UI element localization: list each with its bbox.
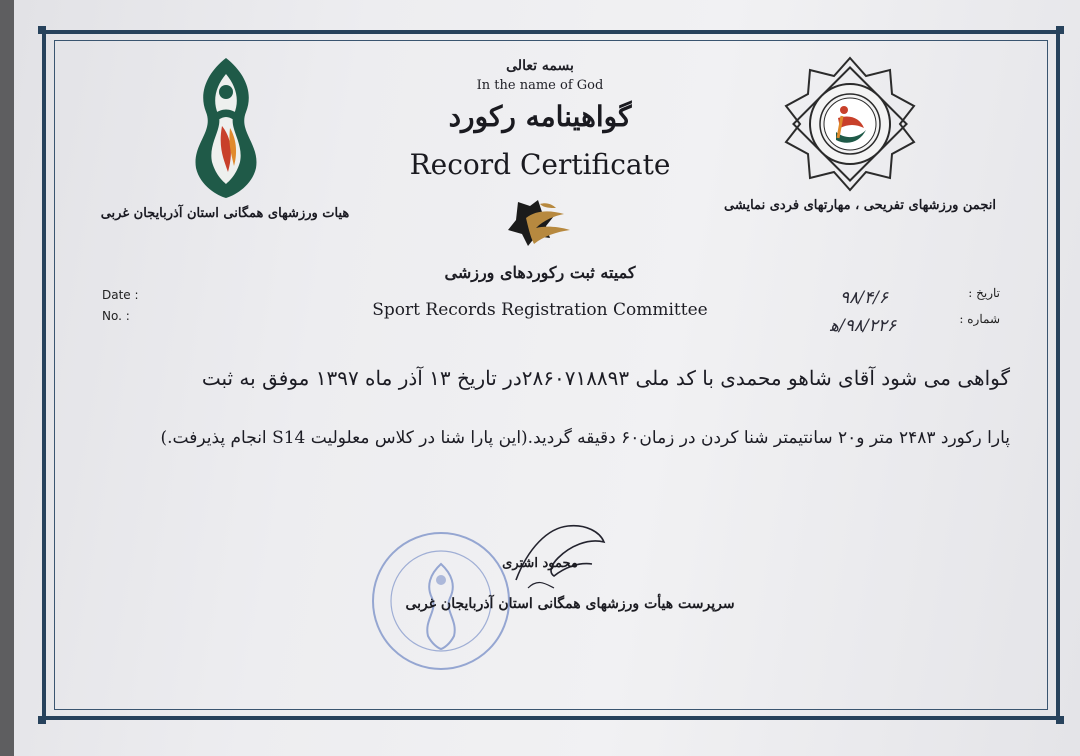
page-title-fa: گواهینامه رکورد	[448, 100, 632, 133]
corner-ornament	[38, 716, 46, 724]
in-name-of-god: In the name of God	[476, 78, 604, 93]
certificate-body-line-1: گواهی می شود آقای شاهو محمدی با کد ملی ۲۸۶۰۷۱۸۸۹۳در تاریخ ۱۳ آذر ماه ۱۳۹۷ موفق به ثبت	[201, 366, 1010, 390]
committee-name-en: Sport Records Registration Committee	[372, 300, 708, 320]
basmala: بسمه تعالی	[506, 58, 574, 74]
signatory-title: سرپرست هیأت ورزشهای همگانی استان آذربایجان غربی	[405, 596, 735, 612]
committee-name-fa: کمیته ثبت رکوردهای ورزشی	[444, 263, 636, 282]
certificate-body-line-2: پارا رکورد ۲۴۸۳ متر و۲۰ سانتیمتر شنا کردن در زمان۶۰ دقیقه گردید.(این پارا شنا در کلاس معلولیت S14 انجام پذیرفت.)	[160, 428, 1010, 448]
corner-ornament	[1056, 26, 1064, 34]
date-label-en: Date :	[102, 288, 139, 302]
date-label-fa: تاریخ :	[968, 286, 1000, 300]
signatory-name: محمود اشتری	[502, 556, 578, 571]
number-label-fa: شماره :	[959, 312, 1000, 326]
left-organization-name: هیات ورزشهای همگانی استان آذربایجان غربی	[100, 206, 350, 221]
number-value: ۹۸/۲۲۶/ﻫ	[830, 316, 897, 336]
corner-ornament	[1056, 716, 1064, 724]
sports-federation-logo-icon	[178, 52, 274, 202]
right-organization-name: انجمن ورزشهای تفریحی ، مهارتهای فردی نمایشی	[724, 198, 996, 213]
records-committee-logo-icon	[500, 196, 576, 258]
page-title-en: Record Certificate	[409, 148, 671, 181]
recreational-sports-association-logo-icon	[780, 54, 920, 194]
date-value: ۹۸/۴/۶	[840, 288, 888, 308]
number-label-en: No. :	[102, 309, 130, 323]
corner-ornament	[38, 26, 46, 34]
